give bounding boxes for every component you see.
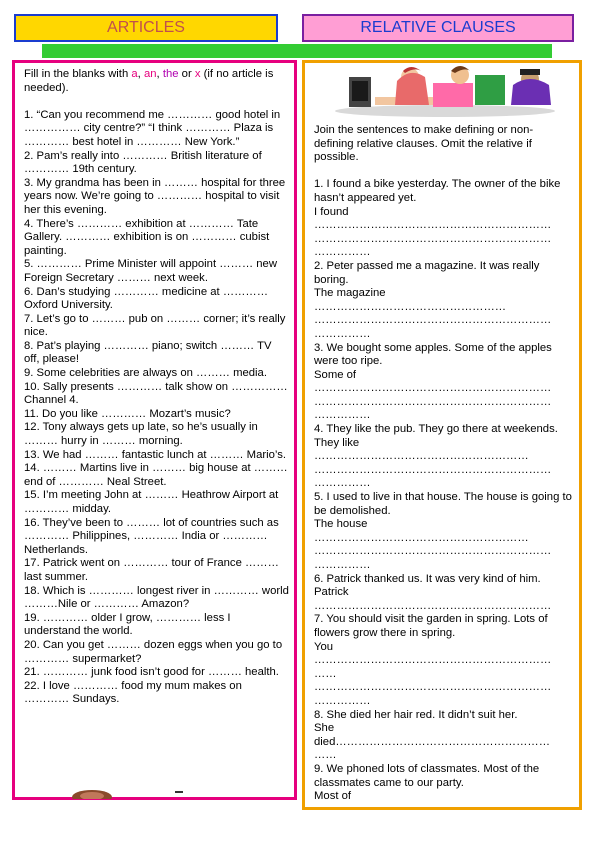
article-item: 13. We had ……… fantastic lunch at ……… Mario’s.: [24, 448, 287, 461]
article-x: x: [194, 68, 201, 80]
computer-users-clipart-icon: [325, 61, 565, 119]
article-item: 17. Patrick went on ………… tour of France ……… last summer.: [24, 557, 279, 583]
articles-panel: [12, 60, 297, 800]
article-a: a: [131, 68, 138, 80]
article-item: 20. Can you get ……… dozen eggs when you go to ………… supermarket?: [24, 638, 283, 665]
instr-text: (if no article is needed).: [24, 68, 274, 94]
article-item: 22. I love ………… food my mum makes on ………… Sundays.: [24, 679, 242, 706]
article-item: 3. My grandma has been in ……… hospital for three years now. We’re going to ………… hospital to visit her this evening.: [24, 176, 286, 216]
article-item: 21. ………… junk food isn’t good for ……… health.: [24, 666, 279, 679]
relative-item: 4. They like the pub. They go there at weekends. They like ………………………………………………… ……………………………………………………… ……………: [314, 423, 558, 490]
relative-clauses-header: RELATIVE CLAUSES: [302, 14, 574, 42]
instr-sep: ,: [137, 68, 144, 80]
article-an: an: [143, 68, 157, 80]
article-item: 1. “Can you recommend me ………… good hotel in …………… city centre?” “I think ………… Plaza is ………… best hotel in ………… New York.”: [24, 108, 281, 148]
article-item: 4. There’s ………… exhibition at ………… Tate Gallery. ………… exhibition is on ………… cubist painting.: [24, 217, 270, 257]
relative-clauses-panel: [302, 60, 582, 810]
relative-item: 2. Peter passed me a magazine. It was really boring. The magazine …………………………………………… ……………………………………………………… ……………: [314, 259, 552, 340]
article-the: the: [162, 68, 179, 80]
instr-sep: ,: [156, 68, 163, 80]
decorative-doodle-icon: [70, 785, 200, 799]
article-item: 15. I’m meeting John at ……… Heathrow Airport at ………… midday.: [24, 489, 279, 515]
article-item: 10. Sally presents ………… talk show on …………… Channel 4.: [24, 380, 288, 407]
article-item: 7. Let’s go to ……… pub on ……… corner; it’s really nice.: [24, 312, 286, 339]
article-item: 5. ………… Prime Minister will appoint ……… new Foreign Secretary ……… next week.: [24, 258, 277, 284]
article-item: 19. ………… older I grow, ………… less I understand the world.: [24, 611, 231, 638]
instr-text: Fill in the blanks with: [24, 68, 132, 80]
relative-item: 8. She died her hair red. It didn’t suit her. She died………………………………………………… ……: [314, 708, 550, 762]
article-item: 6. Dan’s studying ………… medicine at ………… Oxford University.: [24, 285, 269, 312]
relative-item: 1. I found a bike yesterday. The owner of the bike hasn’t appeared yet. I found ……………………………………………………… ……………………………………………………… ……………: [314, 178, 561, 259]
article-item: 2. Pam’s really into ………… British literature of ………… 19th century.: [24, 149, 262, 176]
relative-item: 5. I used to live in that house. The house is going to be demolished. The house ………………………………………………… ……………………………………………………… ……………: [314, 491, 572, 571]
article-item: 12. Tony always gets up late, so he’s usually in ……… hurry in ……… morning.: [24, 421, 258, 448]
relative-item: 3. We bought some apples. Some of the apples were too ripe. Some of ……………………………………………………… ……………………………………………………… ……………: [314, 341, 552, 422]
relative-item: 7. You should visit the garden in spring. Lots of flowers grow there in spring. You ……………………………………………………… …… ……………………………………………………… ……………: [314, 613, 552, 707]
relative-item: 9. We phoned lots of classmates. Most of the classmates came to our party. Most of: [314, 762, 540, 803]
relative-instructions: Join the sentences to make defining or non-defining relative clauses. Omit the relative if possible.: [314, 124, 534, 164]
relative-clauses-content: [314, 124, 572, 804]
article-item: 16. They’ve been to ……… lot of countries such as ………… Philippines, ………… India or ………… Netherlands.: [24, 516, 279, 556]
article-item: 9. Some celebrities are always on ……… media.: [24, 367, 267, 380]
articles-instructions: [24, 68, 289, 95]
article-item: 11. Do you like ………… Mozart’s music?: [24, 407, 231, 420]
article-item: 14. ……… Martins live in ……… big house at ……… end of ………… Neal Street.: [24, 462, 288, 488]
articles-header: ARTICLES: [14, 14, 278, 42]
relative-item: 6. Patrick thanked us. It was very kind of him. Patrick ………………………………………………………: [314, 572, 552, 612]
article-item: 8. Pat’s playing ………… piano; switch ……… TV off, please!: [24, 339, 272, 366]
instr-or: or: [178, 68, 195, 80]
articles-content: [24, 68, 289, 707]
green-strip: [42, 44, 552, 58]
article-item: 18. Which is ………… longest river in ………… world ………Nile or ………… Amazon?: [24, 584, 289, 611]
